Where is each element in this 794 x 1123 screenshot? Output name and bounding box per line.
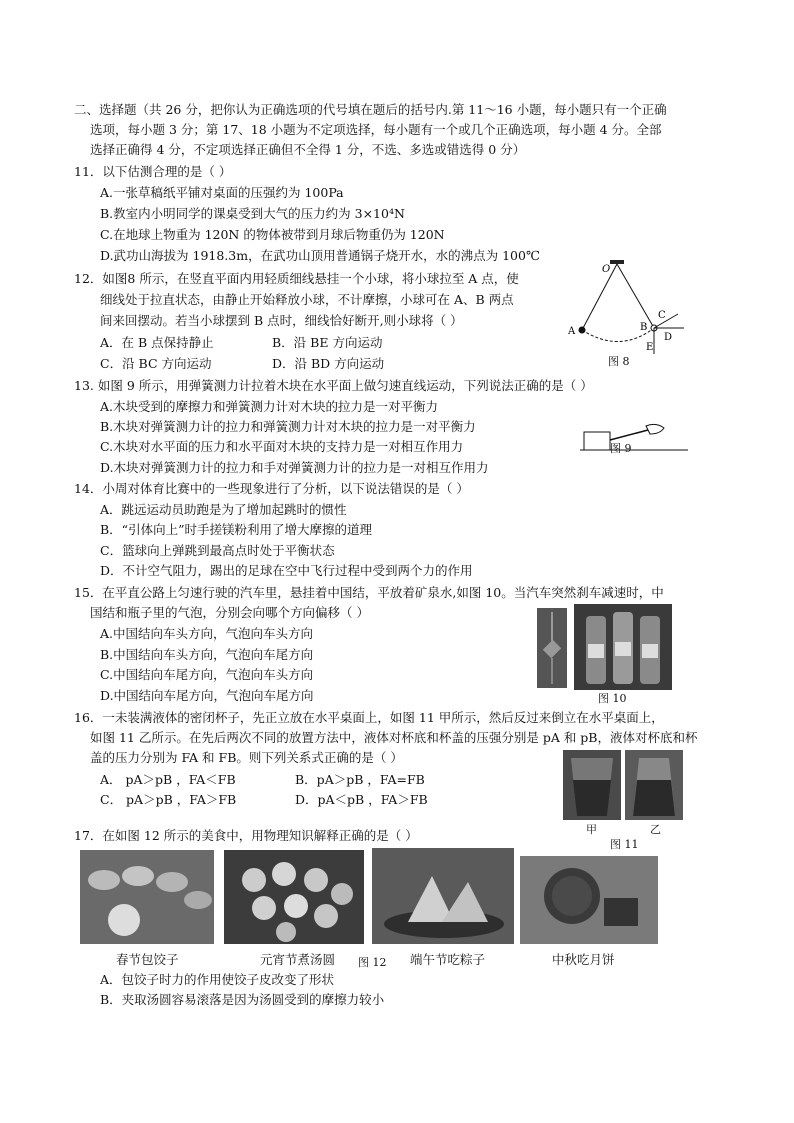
- mooncake-photo: [520, 856, 658, 944]
- q13-option-b: B.木块对弹簧测力计的拉力和弹簧测力计对木块的拉力是一对平衡力: [100, 419, 476, 434]
- q12-stem-line-2: 细线处于拉直状态，由静止开始释放小球，不计摩擦，小球可在 A、B 两点: [100, 292, 514, 307]
- q15-option-c: C.中国结向车尾方向，气泡向车头方向: [100, 667, 314, 682]
- pendulum-support: [610, 260, 624, 264]
- q13-option-d: D.木块对弹簧测力计的拉力和手对弹簧测力计的拉力是一对相互作用力: [100, 460, 489, 475]
- q15-stem-line-2: 国结和瓶子里的气泡，分别会向哪个方向偏移（ ）: [90, 605, 369, 620]
- wooden-block: [584, 432, 610, 450]
- q16-option-b: B．pA＞pB ，FA=FB: [295, 772, 425, 787]
- figure-9-label: 图 9: [610, 442, 632, 455]
- q12-option-b: B．沿 BE 方向运动: [272, 335, 383, 350]
- figure-10-label: 图 10: [598, 692, 627, 705]
- point-label-b: B: [640, 322, 648, 333]
- q17-stem: 17．在如图 12 所示的美食中，用物理知识解释正确的是（ ）: [74, 828, 418, 843]
- q12-option-c: C．沿 BC 方向运动: [100, 356, 212, 371]
- hand-icon: [646, 424, 664, 434]
- q16-option-a: A． pA＞pB ，FA＜FB: [100, 772, 236, 787]
- caption-mooncake: 中秋吃月饼: [552, 952, 615, 967]
- q16-option-c: C． pA＞pB ，FA＞FB: [100, 792, 237, 807]
- q14-option-c: C．篮球向上弹跳到最高点时处于平衡状态: [100, 543, 335, 558]
- q12-stem-line-1: 12．如图8 所示，在竖直平面内用轻质细线悬挂一个小球，将小球拉至 A 点，使: [74, 271, 519, 286]
- q15-stem-line-1: 15．在平直公路上匀速行驶的汽车里，悬挂着中国结，平放着矿泉水,如图 10。当汽车突然刹车减速时，中: [74, 585, 664, 600]
- figure-9-block-diagram: [580, 420, 690, 456]
- q16-stem-line-1: 16．一未装满液体的密闭杯子，先正立放在水平桌面上，如图 11 甲所示，然后反过来倒立在水平桌面上，: [74, 710, 664, 725]
- q14-option-b: B．“引体向上”时手搓镁粉利用了增大摩擦的道理: [100, 522, 372, 537]
- q17-option-a: A．包饺子时力的作用使饺子皮改变了形状: [100, 972, 335, 987]
- q11-option-d: D.武功山海拔为 1918.3m，在武功山顶用普通锅子烧开水，水的沸点为 100℃: [100, 248, 540, 263]
- figure-11-sub-label-jia: 甲: [586, 823, 597, 836]
- figure-12-label: 图 12: [358, 956, 387, 969]
- figure-11-cup-inverted-photo: [625, 750, 683, 820]
- pendulum-string-a: [582, 264, 617, 330]
- figure-8-pendulum-diagram: [560, 258, 700, 370]
- q15-option-b: B.中国结向车头方向，气泡向车尾方向: [100, 647, 314, 662]
- caption-zongzi: 端午节吃粽子: [410, 952, 486, 967]
- q11-option-a: A.一张草稿纸平铺对桌面的压强约为 100Pa: [100, 185, 344, 200]
- q12-stem-line-3: 间来回摆动。若当小球摆到 B 点时，细线恰好断开,则小球将（ ）: [100, 313, 463, 328]
- q16-stem-line-3: 盖的压力分别为 FA 和 FB。则下列关系式正确的是（ ）: [90, 750, 403, 765]
- q14-stem: 14．小周对体育比赛中的一些现象进行了分析，以下说法错误的是（ ）: [74, 481, 469, 496]
- q12-option-d: D．沿 BD 方向运动: [272, 356, 385, 371]
- figure-11-cup-upright-photo: [563, 750, 621, 820]
- q12-option-a: A．在 B 点保持静止: [100, 335, 214, 350]
- point-label-e: E: [646, 342, 654, 353]
- spring-scale: [610, 430, 648, 440]
- section-intro-line-3: 选择正确得 4 分，不定项选择正确但不全得 1 分，不选、多选或错选得 0 分）: [90, 142, 526, 157]
- point-label-o: O: [602, 264, 611, 275]
- figure-10-water-bottles-photo: [574, 604, 672, 690]
- dumplings-photo: [80, 850, 214, 944]
- q17-option-b: B．夹取汤圆容易滚落是因为汤圆受到的摩擦力较小: [100, 992, 385, 1007]
- q15-option-d: D.中国结向车尾方向，气泡向车尾方向: [100, 688, 314, 703]
- point-label-c: C: [658, 310, 666, 321]
- q15-option-a: A.中国结向车头方向，气泡向车头方向: [100, 626, 314, 641]
- pendulum-string-b: [617, 264, 654, 328]
- figure-11-sub-label-yi: 乙: [650, 823, 661, 836]
- q11-stem: 11．以下估测合理的是（ ）: [74, 164, 232, 179]
- zongzi-photo: [372, 848, 514, 944]
- section-intro-line-1: 二、选择题（共 26 分，把你认为正确选项的代号填在题后的括号内.第 11～16 小题，每小题只有一个正确: [74, 102, 667, 117]
- q13-stem: 13. 如图 9 所示，用弹簧测力计拉着木块在水平面上做匀速直线运动，下列说法正确的是（ ）: [74, 378, 593, 393]
- q16-option-d: D．pA＜pB ，FA＞FB: [295, 792, 428, 807]
- figure-10-chinese-knot-photo: [537, 608, 567, 688]
- ball-at-a: [579, 327, 586, 334]
- q14-option-d: D．不计空气阻力，踢出的足球在空中飞行过程中受到两个力的作用: [100, 563, 473, 578]
- caption-dumplings: 春节包饺子: [116, 952, 179, 967]
- q13-option-a: A.木块受到的摩擦力和弹簧测力计对木块的拉力是一对平衡力: [100, 399, 439, 414]
- q11-option-c: C.在地球上物重为 120N 的物体被带到月球后物重仍为 120N: [100, 227, 445, 242]
- q16-stem-line-2: 如图 11 乙所示。在先后两次不同的放置方法中，液体对杯底和杯盖的压强分别是 pA 和 pB，液体对杯底和杯: [90, 730, 698, 745]
- point-label-d: D: [664, 332, 673, 343]
- q11-option-b: B.教室内小明同学的课桌受到大气的压力约为 3×10⁴N: [100, 206, 405, 221]
- figure-8-label: 图 8: [608, 355, 630, 368]
- point-label-a: A: [568, 326, 576, 337]
- tangyuan-photo: [224, 850, 364, 944]
- caption-tangyuan: 元宵节煮汤圆: [260, 952, 336, 967]
- q14-option-a: A．跳远运动员助跑是为了增加起跳时的惯性: [100, 502, 347, 517]
- section-intro-line-2: 选项，每小题 3 分；第 17、18 小题为不定项选择，每小题有一个或几个正确选项，每小题 4 分。全部: [90, 122, 662, 137]
- figure-11-label: 图 11: [610, 838, 639, 851]
- q13-option-c: C.木块对水平面的压力和水平面对木块的支持力是一对相互作用力: [100, 439, 464, 454]
